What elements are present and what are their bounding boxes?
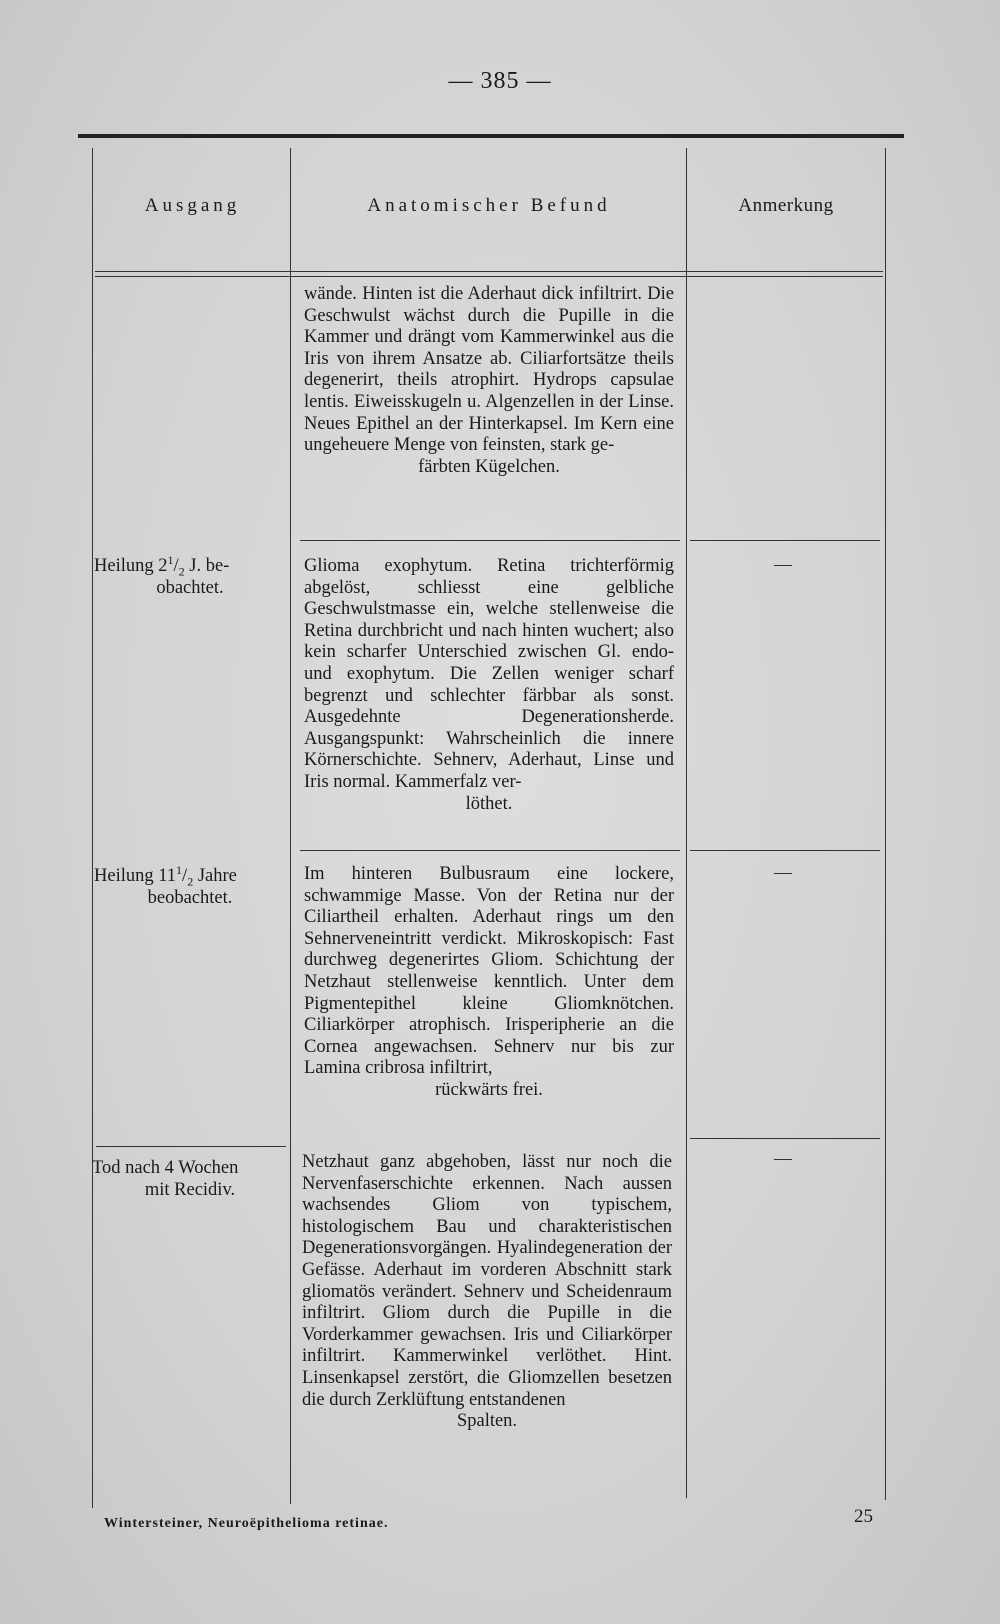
befund-text: Glioma exophytum. Retina trichterförmig abgelöst, schliesst eine gelbliche Geschwulstmasse ein, welche stellenweise die Retina durchbricht und nach hinten wuchert; also kein scharfer Unterschied zwischen Gl. endo- und exophytum. Die Zellen weniger scharf begrenzt und schlechter färbbar als sonst. Ausgedehnte Degenerationsherde. Ausgangspunkt: Wahrscheinlich die innere Körnerschichte. Sehnerv, Aderhaut, Linse und Iris normal. Kammerfalz ver- <box>304 556 674 792</box>
table-row-4-ausgang <box>92 1158 288 1201</box>
row-rule-3b <box>690 1138 880 1139</box>
running-footer: Wintersteiner, Neuroëpithelioma retinae. <box>104 1516 389 1531</box>
befund-last-line: löthet. <box>465 793 513 814</box>
header-anatomischer-befund: Anatomischer Befund <box>367 195 611 216</box>
ausgang-line-1: Heilung $11^1/_2$ Jahre <box>94 862 237 889</box>
table-row-4-befund <box>302 1152 672 1433</box>
table-row-1-befund <box>304 284 674 478</box>
row-rule-2 <box>300 850 680 851</box>
anmerkung-dash: — <box>774 554 792 574</box>
befund-text: wände. Hinten ist die Aderhaut dick infiltrirt. Die Geschwulst wächst durch die Pupille in die Kammer und drängt vom Kammerwinkel aus die Iris von ihrem Ansatze ab. Ciliarfortsätze theils degenerirt, theils atrophirt. Hydrops capsulae lentis. Eiweisskugeln u. Algenzellen in der Linse. Neues Epithel an der Hinterkapsel. Im Kern eine ungeheuere Menge von feinsten, stark ge- <box>304 284 674 456</box>
table-row-2-befund <box>304 556 674 815</box>
row-rule-3 <box>96 1146 286 1147</box>
ausgang-line-1: Tod nach 4 Wochen <box>92 1158 239 1178</box>
befund-text: Netzhaut ganz abgehoben, lässt nur noch die Nervenfaserschichte erkennen. Nach aussen wachsendes Gliom von typischem, histologischem Bau und charakteristischen Degenerationsvorgängen. Hyalindegeneration der Gefässe. Aderhaut im vorderen Abschnitt stark gliomatös verändert. Sehnerv und Scheidenraum infiltrirt. Gliom durch die Pupille in die Vorderkammer gewachsen. Iris und Ciliarkörper infiltrirt. Kammerwinkel verlöthet. Hint. Linsenkapsel zerstört, die Gliomzellen besetzen die durch Zerklüftung entstandenen <box>302 1152 672 1410</box>
table-row-3-befund <box>304 864 674 1102</box>
ausgang-line-2: mit Recidiv. <box>144 1179 236 1200</box>
befund-last-line: rückwärts frei. <box>435 1079 543 1100</box>
header-ausgang: Ausgang <box>144 195 241 216</box>
row-rule-1b <box>690 540 880 541</box>
column-rule-2 <box>686 148 687 1498</box>
column-rule-right <box>885 148 886 1500</box>
signature-mark: 25 <box>854 1506 873 1527</box>
column-rule-1 <box>290 148 291 1504</box>
anmerkung-dash: — <box>774 862 792 882</box>
page-number: — 385 — <box>448 68 552 94</box>
anmerkung-dash: — <box>774 1148 792 1168</box>
header-rule <box>95 271 883 277</box>
table-row-3-ausgang <box>94 862 286 909</box>
row-rule-1 <box>300 540 680 541</box>
ausgang-line-1: Heilung $2^1/_2$ J. be- <box>94 552 230 579</box>
ausgang-line-2: obachtet. <box>156 577 224 598</box>
row-rule-2b <box>690 850 880 851</box>
table-top-rule <box>78 134 904 138</box>
header-anmerkung: Anmerkung <box>738 195 834 216</box>
befund-text: Im hinteren Bulbusraum eine lockere, schwammige Masse. Von der Retina nur der Ciliartheil erhalten. Aderhaut rings um den Sehnerveneintritt verdickt. Mikroskopisch: Fast durchweg degenerirtes Gliom. Schichtung der Netzhaut stellenweise kenntlich. Unter dem Pigmentepithel kleine Gliomknötchen. Ciliarkörper atrophisch. Irisperipherie an die Cornea angewachsen. Sehnerv nur bis zur Lamina cribrosa infiltrirt, <box>304 864 674 1079</box>
table-row-2-ausgang <box>94 552 286 599</box>
befund-last-line: Spalten. <box>456 1411 518 1432</box>
ausgang-line-2: beobachtet. <box>147 887 233 908</box>
column-rule-left <box>92 148 93 1508</box>
befund-last-line: färbten Kügelchen. <box>418 456 560 477</box>
